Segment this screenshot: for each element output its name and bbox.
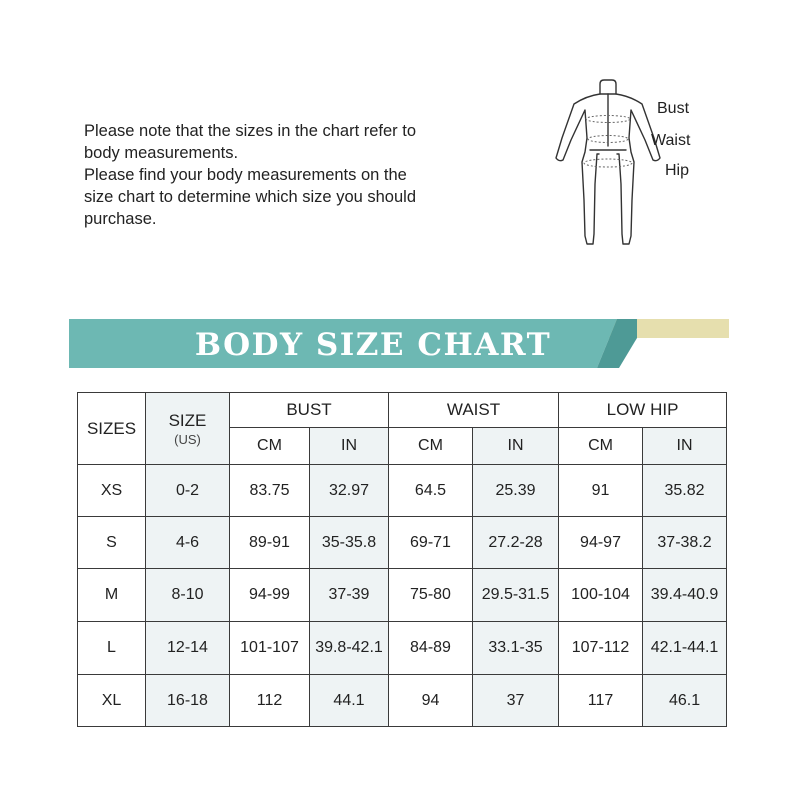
hip-in-header: IN: [643, 428, 727, 465]
waist-in-cell: 37: [473, 675, 559, 727]
bust-in-header: IN: [310, 428, 389, 465]
bust-in-cell: 35-35.8: [310, 517, 389, 569]
table-row: [78, 675, 727, 727]
us-size-cell: 8-10: [146, 569, 230, 622]
bust-cm-cell: 101-107: [230, 622, 310, 675]
table-row: [78, 517, 727, 569]
body-outline-icon: [520, 76, 720, 246]
us-size-cell: 12-14: [146, 622, 230, 675]
bust-in-cell: 39.8-42.1: [310, 622, 389, 675]
table-row: [78, 569, 727, 622]
us-size-cell: 16-18: [146, 675, 230, 727]
waist-in-cell: 33.1-35: [473, 622, 559, 675]
waist-cm-cell: 94: [389, 675, 473, 727]
size-table: [77, 392, 727, 727]
waist-label: Waist: [651, 132, 691, 149]
waist-cm-header: CM: [389, 428, 473, 465]
table-row: [78, 622, 727, 675]
bust-label: Bust: [657, 100, 690, 117]
note-line: size chart to determine which size you should: [84, 188, 416, 206]
size-cell: S: [78, 517, 146, 569]
note-line: Please note that the sizes in the chart refer to: [84, 122, 417, 140]
hip-cm-cell: 100-104: [559, 569, 643, 622]
note-line: purchase.: [84, 210, 157, 228]
waist-cm-cell: 75-80: [389, 569, 473, 622]
bust-header: BUST: [230, 393, 389, 428]
hip-in-cell: 37-38.2: [643, 517, 727, 569]
table-row: [78, 465, 727, 517]
hip-cm-cell: 107-112: [559, 622, 643, 675]
size-us-label: SIZE: [168, 410, 207, 430]
us-size-cell: 0-2: [146, 465, 230, 517]
banner-title: BODY SIZE CHART: [194, 327, 552, 363]
chart-banner: [69, 319, 729, 371]
bust-cm-header: CM: [230, 428, 310, 465]
sizes-header: SIZES: [78, 393, 146, 465]
waist-in-header: IN: [473, 428, 559, 465]
body-measurement-figure: [520, 76, 720, 246]
bust-in-cell: 37-39: [310, 569, 389, 622]
hip-cm-cell: 94-97: [559, 517, 643, 569]
size-cell: M: [78, 569, 146, 622]
waist-in-cell: 29.5-31.5: [473, 569, 559, 622]
hip-label: Hip: [665, 162, 690, 179]
waist-cm-cell: 69-71: [389, 517, 473, 569]
bust-cm-cell: 112: [230, 675, 310, 727]
note-line: Please find your body measurements on the: [84, 166, 407, 184]
size-us-header: [146, 393, 230, 465]
waist-header: WAIST: [389, 393, 559, 428]
bust-in-cell: 32.97: [310, 465, 389, 517]
hip-cm-cell: 91: [559, 465, 643, 517]
waist-cm-cell: 64.5: [389, 465, 473, 517]
hip-in-cell: 42.1-44.1: [643, 622, 727, 675]
waist-cm-cell: 84-89: [389, 622, 473, 675]
low-hip-header: LOW HIP: [559, 393, 727, 428]
waist-in-cell: 25.39: [473, 465, 559, 517]
us-size-cell: 4-6: [146, 517, 230, 569]
hip-cm-cell: 117: [559, 675, 643, 727]
size-us-unit: (US): [174, 431, 201, 447]
hip-in-cell: 35.82: [643, 465, 727, 517]
bust-in-cell: 44.1: [310, 675, 389, 727]
waist-in-cell: 27.2-28: [473, 517, 559, 569]
size-cell: XL: [78, 675, 146, 727]
hip-in-cell: 39.4-40.9: [643, 569, 727, 622]
size-cell: L: [78, 622, 146, 675]
hip-cm-header: CM: [559, 428, 643, 465]
bust-cm-cell: 94-99: [230, 569, 310, 622]
measurement-note: [84, 120, 484, 230]
bust-cm-cell: 89-91: [230, 517, 310, 569]
size-cell: XS: [78, 465, 146, 517]
bust-cm-cell: 83.75: [230, 465, 310, 517]
hip-in-cell: 46.1: [643, 675, 727, 727]
note-line: body measurements.: [84, 144, 239, 162]
